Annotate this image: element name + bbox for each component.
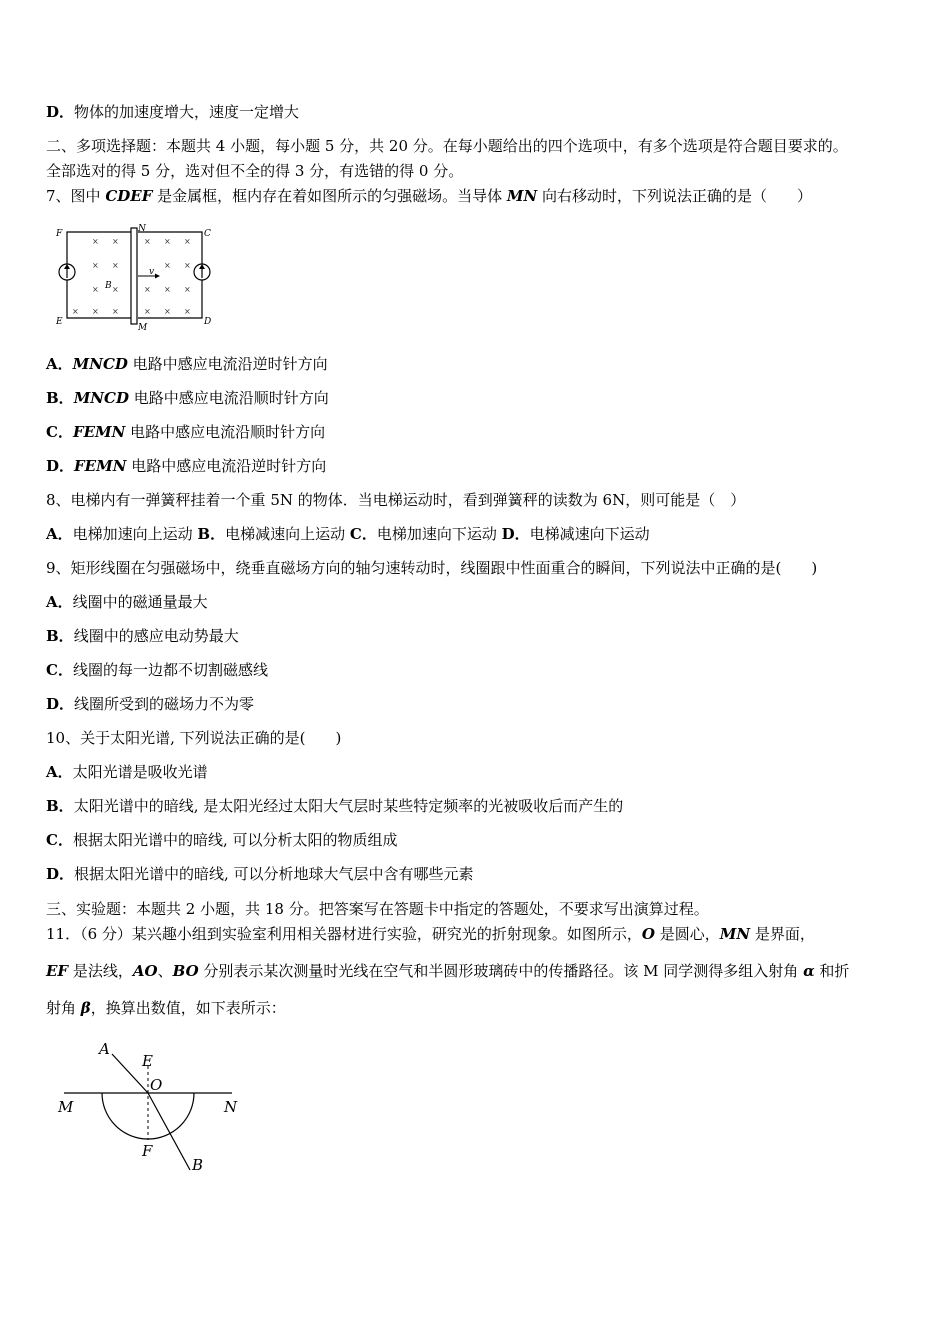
label-n: N [224,1098,238,1116]
q8-stem: 8、电梯内有一弹簧秤挂着一个重 5N 的物体．当电梯运动时，看到弹簧秤的读数为 6N，则可能是（ ） [46,491,746,509]
option-text: 电梯加速向下运动 [376,525,502,543]
option-key: A． [46,763,73,781]
q11-line1 [46,924,815,944]
option-text: 线圈所受到的磁场力不为零 [74,695,255,713]
q7-figure [52,222,222,336]
option-text: 线圈中的磁通量最大 [72,593,208,611]
q9-option-d [46,694,254,714]
label-n: N [138,224,146,234]
field-cross: × [184,237,191,246]
option-key: B． [197,525,226,543]
label-f: F [56,229,63,239]
label-e: E [56,317,63,327]
field-cross: × [164,237,171,246]
option-key: A． [46,525,73,543]
field-cross: × [92,237,99,246]
q7-stem-part: 是金属框，框内存在着如图所示的匀强磁场。当导体 [152,187,507,205]
option-text: 电路中感应电流沿顺时针方向 [128,389,329,407]
field-cross: × [92,307,99,316]
q7-stem-mn: MN [506,187,538,205]
q7-option-a [46,354,328,374]
option-key: D． [46,865,75,883]
q10-stem: 10、关于太阳光谱, 下列说法正确的是( ) [46,729,342,747]
option-em: FEMN [72,423,126,441]
label-o: O [150,1076,163,1094]
q11-text: 射角 [46,999,81,1017]
field-cross: × [72,307,79,316]
q11-line3 [46,998,286,1018]
field-cross: × [112,237,119,246]
q10-option-d [46,864,474,884]
option-text: 太阳光谱中的暗线, 是太阳光经过太阳大气层时某些特定频率的光被吸收后而产生的 [73,797,624,815]
label-c: C [204,229,211,239]
option-key: D． [501,525,530,543]
option-em: MNCD [72,355,128,373]
q11-sym-beta: β [80,999,91,1017]
q8-options [46,524,650,544]
option-text: 电梯减速向下运动 [529,525,650,543]
q11-text: 是法线， [68,962,133,980]
section2-line1: 二、多项选择题：本题共 4 小题，每小题 5 分，共 20 分。在每小题给出的四个选项中，有多个选项是符合题目要求的。 [46,137,848,155]
q7-option-b [46,388,329,408]
frame-left [67,232,132,318]
q11-sym-mn: MN [719,925,751,943]
q11-line2 [46,961,849,981]
label-d: D [204,317,212,327]
label-v: v [149,267,155,277]
q11-figure [54,1036,254,1180]
label-a: A [99,1040,110,1058]
field-cross: × [144,285,151,294]
option-text: 电梯加速向上运动 [72,525,198,543]
q11-text: 是界面， [750,925,815,943]
option-text: 线圈中的感应电动势最大 [73,627,239,645]
option-text: 电路中感应电流沿逆时针方向 [127,355,328,373]
label-b: B [192,1156,204,1174]
q11-sym-o: O [641,925,655,943]
q11-text: ，换算出数值，如下表所示： [90,999,286,1017]
field-cross: × [164,261,171,270]
field-cross: × [92,261,99,270]
q9-option-c [46,660,268,680]
q7-figure-svg [52,222,222,332]
q7-stem-part: 7、图中 [46,187,106,205]
q10-option-c [46,830,398,850]
option-text: 物体的加速度增大，速度一定增大 [74,103,300,121]
field-cross: × [144,237,151,246]
q7-stem-part: 向右移动时，下列说法正确的是（ ） [537,187,812,205]
q11-text: 11．（6 分）某兴趣小组到实验室利用相关器材进行实验，研究光的折射现象。如图所示， [46,925,642,943]
q11-sym-ao: AO [132,962,158,980]
label-e: E [142,1052,153,1070]
q10-option-b [46,796,623,816]
option-text: 线圈的每一边都不切割磁感线 [72,661,268,679]
q9-option-b [46,626,239,646]
option-key: C． [46,661,73,679]
field-cross: × [144,307,151,316]
q11-text: 和折 [814,962,850,980]
field-cross: × [164,307,171,316]
q9-stem: 9、矩形线圈在匀强磁场中，绕垂直磁场方向的轴匀速转动时，线圈跟中性面重合的瞬间，下列说法中正确的是( ) [46,559,818,577]
field-cross: × [112,261,119,270]
option-text: 太阳光谱是吸收光谱 [72,763,208,781]
option-text: 电路中感应电流沿顺时针方向 [125,423,326,441]
q11-figure-svg [54,1036,254,1176]
section3-line1: 三、实验题：本题共 2 小题，共 18 分。把答案写在答题卡中指定的答题处，不要求写出演算过程。 [46,900,709,918]
q10-option-a [46,762,208,782]
label-m: M [138,323,148,332]
option-text: 电路中感应电流沿逆时针方向 [126,457,327,475]
option-key: A． [46,593,73,611]
q9-option-a [46,592,208,612]
option-key: B． [46,389,74,407]
option-key: D． [46,695,75,713]
velocity-arrowhead [155,274,160,279]
option-key: C． [349,525,377,543]
field-cross: × [112,307,119,316]
option-key: D． [46,457,75,475]
label-m: M [58,1098,74,1116]
field-cross: × [164,285,171,294]
option-em: MNCD [73,389,129,407]
option-key: B． [46,627,74,645]
option-em: FEMN [74,457,127,475]
q7-stem [46,186,812,206]
option-key: C． [46,423,73,441]
q7-option-d [46,456,326,476]
field-cross: × [92,285,99,294]
q11-text: 是圆心， [654,925,720,943]
q11-sym-ef: EF [46,962,69,980]
section2-line2: 全部选对的得 5 分，选对但不全的得 3 分，有选错的得 0 分。 [46,162,464,180]
option-key: A． [46,355,73,373]
q11-sym-bo: BO [172,962,199,980]
prev-option-d [46,102,299,122]
label-f: F [142,1142,153,1160]
field-cross: × [184,261,191,270]
q11-sym-alpha: α [803,962,815,980]
option-key: C． [46,831,73,849]
q7-option-c [46,422,325,442]
field-cross: × [112,285,119,294]
conductor-mn [131,228,137,324]
q7-stem-cdef: CDEF [105,187,153,205]
q11-text: 分别表示某次测量时光线在空气和半圆形玻璃砖中的传播路径。该 M 同学测得多组入射角 [198,962,804,980]
field-cross: × [184,307,191,316]
q11-text: 、 [157,962,173,980]
option-text: 根据太阳光谱中的暗线, 可以分析地球大气层中含有哪些元素 [74,865,474,883]
field-cross: × [184,285,191,294]
option-key: B． [46,797,74,815]
label-b: B [105,281,112,291]
ray-ob [148,1093,190,1170]
option-text: 电梯减速向上运动 [225,525,350,543]
option-text: 根据太阳光谱中的暗线, 可以分析太阳的物质组成 [72,831,398,849]
option-key: D． [46,103,75,121]
